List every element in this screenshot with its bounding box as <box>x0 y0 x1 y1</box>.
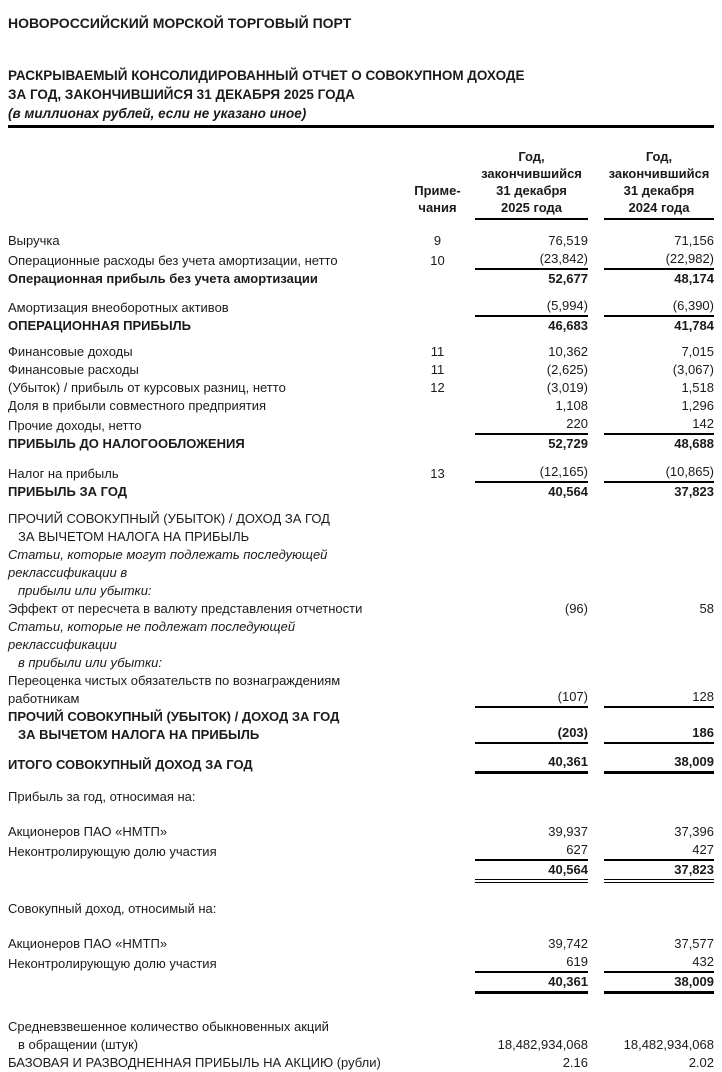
table-row <box>8 1018 714 1054</box>
row-label-line1: Операционные расходы без учета амортизации, нетто <box>8 253 338 268</box>
table-row <box>8 297 714 317</box>
table-row <box>8 250 714 270</box>
row-label-line2: прибыли или убытки: <box>18 583 152 598</box>
row-label <box>8 379 410 397</box>
table-row <box>8 463 714 483</box>
column-header-2025-line3: 31 декабря <box>496 183 567 198</box>
table-row <box>8 379 714 397</box>
table-row <box>8 397 714 415</box>
statement-title-line2: ЗА ГОД, ЗАКОНЧИВШИЙСЯ 31 ДЕКАБРЯ 2025 ГОДА <box>8 87 355 102</box>
value-2024: (6,390) <box>604 297 714 317</box>
row-spacer <box>8 918 714 935</box>
value-2024: 186 <box>604 724 714 744</box>
table-row <box>8 600 714 618</box>
column-header-2025 <box>475 148 588 220</box>
value-2025: (96) <box>564 601 588 616</box>
row-label-line1: Выручка <box>8 233 60 248</box>
table-row <box>8 973 714 994</box>
row-label <box>8 618 410 672</box>
value-2025: (3,019) <box>546 380 588 395</box>
row-label <box>8 600 410 618</box>
value-2024: (22,982) <box>604 250 714 270</box>
row-label-line1: ПРИБЫЛЬ ЗА ГОД <box>8 484 128 499</box>
row-spacer <box>8 335 714 343</box>
value-2025: (203) <box>475 724 588 744</box>
row-spacer <box>8 774 714 788</box>
row-spacer <box>8 453 714 463</box>
row-label-line1: (Убыток) / прибыль от курсовых разниц, нетто <box>8 380 286 395</box>
row-label-line1: ПРИБЫЛЬ ДО НАЛОГООБЛОЖЕНИЯ <box>8 436 245 451</box>
row-label <box>8 672 410 708</box>
row-label <box>8 843 410 861</box>
row-label <box>8 361 410 379</box>
value-2024: 432 <box>604 953 714 973</box>
row-label <box>8 935 410 953</box>
note-cell: 12 <box>430 380 445 395</box>
table-row <box>8 483 714 501</box>
row-label <box>8 955 410 973</box>
value-2025: 40,361 <box>475 753 588 774</box>
table-row <box>8 708 714 744</box>
value-2024: 427 <box>604 841 714 861</box>
note-cell: 13 <box>430 466 445 481</box>
value-2025: 1,108 <box>555 398 588 413</box>
table-row <box>8 343 714 361</box>
table-row <box>8 270 714 288</box>
value-2025: 40,564 <box>548 484 588 499</box>
row-label-line2: ЗА ВЫЧЕТОМ НАЛОГА НА ПРИБЫЛЬ <box>18 529 250 544</box>
row-label-line1: Прочие доходы, нетто <box>8 418 142 433</box>
table-row <box>8 1054 714 1072</box>
row-label <box>8 976 410 994</box>
table-header-row <box>8 148 714 220</box>
table-row <box>8 510 714 546</box>
value-2024: (3,067) <box>672 362 714 377</box>
row-label-line1: Операционная прибыль без учета амортизации <box>8 271 318 286</box>
value-2025: 46,683 <box>548 318 588 333</box>
value-2024: 18,482,934,068 <box>623 1037 714 1052</box>
row-label <box>8 343 410 361</box>
row-label-line1 <box>8 976 404 994</box>
row-label <box>8 1018 410 1054</box>
value-2024: 7,015 <box>681 344 714 359</box>
value-2025: 40,361 <box>475 973 588 994</box>
units-note: (в миллионах рублей, если не указано иное) <box>8 106 307 121</box>
row-label-line1: ПРОЧИЙ СОВОКУПНЫЙ (УБЫТОК) / ДОХОД ЗА ГОД <box>8 511 330 526</box>
table-row <box>8 618 714 672</box>
column-header-2024 <box>604 148 714 220</box>
header-divider <box>8 125 714 128</box>
table-row <box>8 935 714 953</box>
row-label-line1: Переоценка чистых обязательств по вознаграждениям работникам <box>8 673 341 706</box>
row-label <box>8 317 410 335</box>
row-label <box>8 435 410 453</box>
table-row <box>8 317 714 335</box>
value-2025: 18,482,934,068 <box>497 1037 588 1052</box>
value-2025: (23,842) <box>475 250 588 270</box>
table-row <box>8 753 714 774</box>
row-label <box>8 865 410 883</box>
value-2024: 1,296 <box>681 398 714 413</box>
row-label-line1: Статьи, которые могут подлежать последующей реклассификации в <box>8 547 328 580</box>
row-spacer <box>8 744 714 753</box>
row-label-line1: Амортизация внеоборотных активов <box>8 300 229 315</box>
statement-rows <box>8 232 714 1072</box>
table-row <box>8 361 714 379</box>
value-2024: 48,688 <box>674 436 714 451</box>
row-label-line1: ОПЕРАЦИОННАЯ ПРИБЫЛЬ <box>8 318 192 333</box>
table-row <box>8 232 714 250</box>
row-label-line1: ИТОГО СОВОКУПНЫЙ ДОХОД ЗА ГОД <box>8 757 253 772</box>
row-label <box>8 708 410 744</box>
row-label <box>8 900 410 918</box>
table-row <box>8 788 714 806</box>
value-2024: 38,009 <box>604 753 714 774</box>
row-label-line1: Доля в прибыли совместного предприятия <box>8 398 267 413</box>
row-label-line1: Налог на прибыль <box>8 466 119 481</box>
column-header-2024-line3: 31 декабря <box>623 183 695 198</box>
row-label <box>8 756 410 774</box>
row-label-line1: Средневзвешенное количество обыкновенных акций <box>8 1019 329 1034</box>
row-spacer <box>8 501 714 510</box>
column-header-notes-line2: чания <box>418 200 457 215</box>
table-row <box>8 672 714 708</box>
value-2024: 37,823 <box>604 861 714 883</box>
row-label-line1: Прибыль за год, относимая на: <box>8 789 196 804</box>
value-2025: 627 <box>475 841 588 861</box>
value-2024: 41,784 <box>674 318 714 333</box>
row-label-line1: ПРОЧИЙ СОВОКУПНЫЙ (УБЫТОК) / ДОХОД ЗА ГОД <box>8 709 340 724</box>
row-label <box>8 546 410 600</box>
column-header-2024-line4: 2024 года <box>628 200 690 215</box>
row-label-line1: БАЗОВАЯ И РАЗВОДНЕННАЯ ПРИБЫЛЬ НА АКЦИЮ (рубли) <box>8 1055 381 1070</box>
value-2025: (107) <box>475 688 588 708</box>
row-spacer <box>8 883 714 900</box>
row-label-line1: Акционеров ПАО «НМТП» <box>8 824 168 839</box>
row-label <box>8 1054 410 1072</box>
value-2025: 39,742 <box>548 936 588 951</box>
value-2025: 76,519 <box>548 233 588 248</box>
value-2024: 142 <box>604 415 714 435</box>
row-label <box>8 483 410 501</box>
row-label <box>8 252 410 270</box>
row-label <box>8 299 410 317</box>
value-2025: 52,677 <box>548 271 588 286</box>
row-label <box>8 465 410 483</box>
value-2024: 48,174 <box>674 271 714 286</box>
row-label <box>8 823 410 841</box>
column-header-notes-line1: Приме- <box>414 183 461 198</box>
value-2024: 58 <box>699 601 714 616</box>
column-header-notes <box>410 182 465 220</box>
row-spacer <box>8 288 714 297</box>
column-header-2025-line4: 2025 года <box>500 200 563 215</box>
value-2025: 2.16 <box>562 1055 588 1070</box>
value-2024: 2.02 <box>688 1055 714 1070</box>
row-label <box>8 270 410 288</box>
row-label-line1: Совокупный доход, относимый на: <box>8 901 217 916</box>
row-label <box>8 510 410 546</box>
value-2024: 37,577 <box>674 936 714 951</box>
table-row <box>8 546 714 600</box>
value-2025: 40,564 <box>475 861 588 883</box>
row-label-line1: Неконтролирующую долю участия <box>8 956 217 971</box>
column-header-2025-line2: закончившийся <box>481 166 582 181</box>
row-label-line1: Эффект от пересчета в валюту представления отчетности <box>8 601 363 616</box>
row-label-line1: Акционеров ПАО «НМТП» <box>8 936 168 951</box>
table-row <box>8 823 714 841</box>
value-2025: (5,994) <box>475 297 588 317</box>
value-2025: 619 <box>475 953 588 973</box>
value-2024: (10,865) <box>604 463 714 483</box>
value-2024: 128 <box>604 688 714 708</box>
note-cell: 9 <box>433 233 442 248</box>
row-label-line1: Финансовые расходы <box>8 362 139 377</box>
value-2024: 71,156 <box>674 233 714 248</box>
column-header-2024-line1: Год, <box>645 149 673 164</box>
value-2025: 10,362 <box>548 344 588 359</box>
row-label-line2: в обращении (штук) <box>18 1037 139 1052</box>
table-row <box>8 841 714 861</box>
row-spacer <box>8 994 714 1018</box>
value-2025: 39,937 <box>548 824 588 839</box>
table-row <box>8 861 714 883</box>
row-label-line1: Статьи, которые не подлежат последующей реклассификации <box>8 619 296 652</box>
company-title: НОВОРОССИЙСКИЙ МОРСКОЙ ТОРГОВЫЙ ПОРТ <box>8 15 352 31</box>
row-spacer <box>8 806 714 823</box>
value-2024: 38,009 <box>604 973 714 994</box>
row-label-line1: Неконтролирующую долю участия <box>8 844 217 859</box>
value-2025: 220 <box>475 415 588 435</box>
column-header-2025-line1: Год, <box>518 149 545 164</box>
row-label-line2: в прибыли или убытки: <box>18 655 162 670</box>
value-2025: (2,625) <box>546 362 588 377</box>
statement-title-line1: РАСКРЫВАЕМЫЙ КОНСОЛИДИРОВАННЫЙ ОТЧЕТ О СОВОКУПНОМ ДОХОДЕ <box>8 68 525 83</box>
row-label-line2: ЗА ВЫЧЕТОМ НАЛОГА НА ПРИБЫЛЬ <box>18 727 260 742</box>
table-row <box>8 435 714 453</box>
column-header-2024-line2: закончившийся <box>608 166 710 181</box>
row-label-line1 <box>8 865 404 883</box>
note-cell: 11 <box>430 344 445 359</box>
row-label <box>8 232 410 250</box>
note-cell: 11 <box>430 362 445 377</box>
value-2024: 37,823 <box>674 484 714 499</box>
value-2024: 37,396 <box>674 824 714 839</box>
note-cell: 10 <box>430 253 445 268</box>
table-row <box>8 900 714 918</box>
row-label <box>8 417 410 435</box>
table-row <box>8 953 714 973</box>
statement-title <box>8 66 714 123</box>
row-label-line1: Финансовые доходы <box>8 344 133 359</box>
table-row <box>8 415 714 435</box>
value-2025: 52,729 <box>548 436 588 451</box>
row-label <box>8 397 410 415</box>
row-label <box>8 788 410 806</box>
value-2025: (12,165) <box>475 463 588 483</box>
value-2024: 1,518 <box>681 380 714 395</box>
